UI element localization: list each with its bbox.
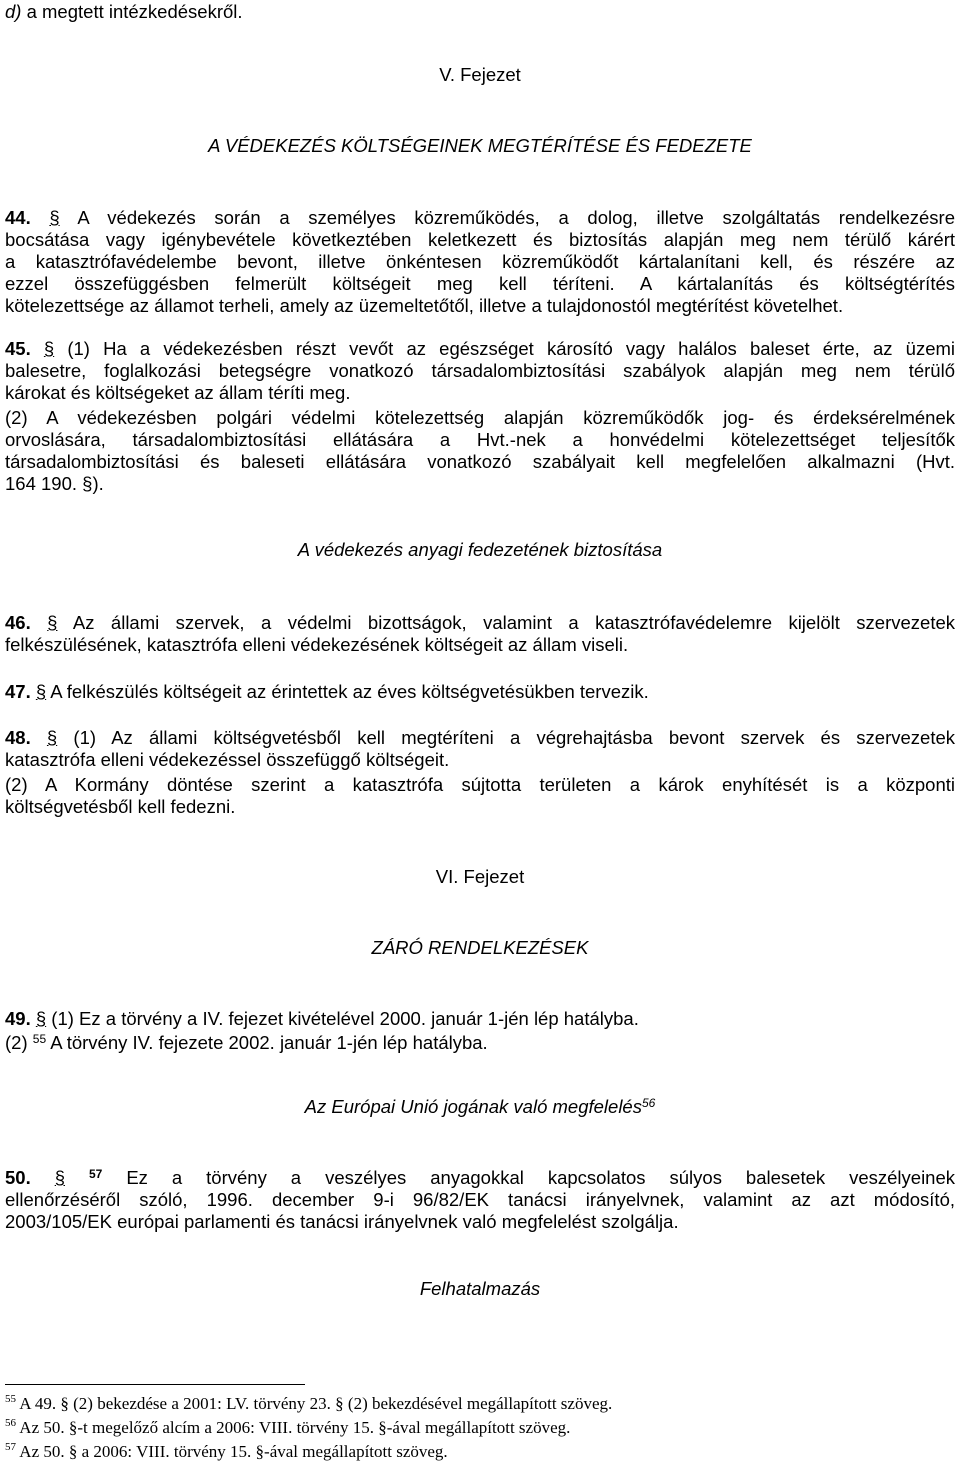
section-sign-link[interactable]: § — [49, 207, 60, 228]
section-number: 44. — [5, 207, 31, 228]
chapter-number: V. Fejezet — [439, 64, 521, 85]
item-text: a megtett intézkedésekről. — [21, 1, 243, 22]
section-48-line-4: költségvetésből kell fedezni. — [5, 796, 236, 817]
item-label: d) — [5, 1, 22, 22]
footnote-57: $^{57}$ Az 50. § a 2006: VIII. törvény 15. §-ával megállapított szöveg. — [5, 1441, 448, 1461]
section-44-line-4: ezzel összefüggésben felmerült költségeit meg kell téríteni. A kártalanítás és költségtérítés — [5, 273, 955, 294]
footnote-56: $^{56}$ Az 50. §-t megelőző alcím a 2006: VIII. törvény 15. §-ával megállapított szöveg. — [5, 1417, 571, 1437]
section-number: 49. — [5, 1008, 31, 1029]
section-45-line-2: balesetre, foglalkozási betegségre vonatkozó társadalombiztosítási szabályok alapján meg nem térülő — [5, 360, 955, 381]
footnote-ref-55[interactable]: 55 — [32, 1032, 47, 1046]
section-sign-link[interactable]: § — [46, 727, 58, 748]
section-number: 46. — [5, 612, 31, 633]
section-45-line-3: károkat és költségeket az állam téríti meg. — [5, 382, 351, 403]
section-50-line-2: ellenőrzéséről szóló, 1996. december 9-i 96/82/EK tanácsi irányelvnek, valamint az azt módosító, — [5, 1189, 955, 1210]
section-46-line-2: felkészülésének, katasztrófa elleni védekezésének költségeit az állam viseli. — [5, 634, 629, 655]
section-sign-link[interactable]: § — [54, 1167, 65, 1188]
chapter-number: VI. Fejezet — [435, 866, 525, 887]
section-number: 45. — [5, 338, 31, 359]
footnote-separator — [5, 1384, 305, 1385]
subheading-funding: A védekezés anyagi fedezetének biztosítása — [297, 539, 663, 560]
section-45-line-6: társadalombiztosítási és baleseti ellátására vonatkozó szabályait kell megfelelően alkalmazni (Hvt. — [5, 451, 955, 472]
section-44-line-2: bocsátása vagy igénybevétele következtében keletkezett és biztosítás alapján meg nem térülő kárért — [5, 229, 955, 250]
list-item-d — [5, 1, 243, 23]
chapter-title: ZÁRÓ RENDELKEZÉSEK — [371, 937, 589, 958]
subheading-authorization: Felhatalmazás — [419, 1278, 541, 1299]
section-49-line-1: 49. § (1) Ez a törvény a IV. fejezet kivételével 2000. január 1-jén lép hatályba. — [5, 1008, 639, 1029]
section-48-line-2: katasztrófa elleni védekezéssel összefüggő költségeit. — [5, 749, 450, 770]
section-49-line-2: (2) $^{55}$ A törvény IV. fejezete 2002. január 1-jén lép hatályba. — [5, 1032, 488, 1053]
section-number: 47. — [5, 681, 31, 702]
section-44-line-1: 44. § A védekezés során a személyes közreműködés, a dolog, illetve szolgáltatás rendelkezésre — [5, 207, 955, 228]
section-sign-link[interactable]: § — [47, 612, 58, 633]
section-44-line-3: a katasztrófavédelembe bevont, illetve önkéntesen közreműködőt kártalanítani kell, és részére az — [5, 251, 955, 272]
section-45-line-7: 164 190. §). — [5, 473, 104, 494]
subheading-eu: Az Európai Unió jogának való megfelelés$^{56}$ — [304, 1096, 656, 1117]
section-sign-link[interactable]: § — [35, 1008, 47, 1029]
footnote-55: $^{55}$ A 49. § (2) bekezdése a 2001: LV. törvény 23. § (2) bekezdésével megállapított szöveg. — [5, 1393, 613, 1413]
section-50-line-3: 2003/105/EK európai parlamenti és tanácsi irányelvnek való megfelelést szolgálja. — [5, 1211, 679, 1232]
chapter-title: A VÉDEKEZÉS KÖLTSÉGEINEK MEGTÉRÍTÉSE ÉS FEDEZETE — [208, 135, 752, 156]
section-sign-link[interactable]: § — [35, 681, 47, 702]
section-47: 47. § A felkészülés költségeit az érintettek az éves költségvetésükben tervezik. — [5, 681, 649, 702]
section-45-line-5: orvoslására, társadalombiztosítási ellátására a Hvt.-nek a honvédelmi kötelezettséget teljesítők — [5, 429, 955, 450]
section-48-line-3: (2) A Kormány döntése szerint a katasztrófa sújtotta területen a károk enyhítését is a központi — [5, 774, 955, 795]
section-44-line-5: kötelezettsége az államot terheli, amely az üzemeltetőtől, illetve a tulajdonostól megtérítést követelhet. — [5, 295, 844, 316]
section-46-line-1: 46. § Az állami szervek, a védelmi bizottságok, valamint a katasztrófavédelemre kijelölt szervezetek — [5, 612, 956, 633]
section-45-line-4: (2) A védekezésben polgári védelmi kötelezettség alapján közreműködők jog- és érdeksérelmének — [5, 407, 955, 428]
section-number: 48. — [5, 727, 31, 748]
footnote-ref-56[interactable]: 56 — [641, 1096, 656, 1110]
section-48-line-1: 48. § (1) Az állami költségvetésből kell megtéríteni a végrehajtásba bevont szervek és szervezetek — [5, 727, 955, 748]
section-sign-link[interactable]: § — [43, 338, 55, 359]
section-50-line-1: 50. § $^{57}$ Ez a törvény a veszélyes anyagokkal kapcsolatos súlyos balesetek veszélyeinek — [5, 1167, 956, 1188]
footnote-ref-57[interactable]: 57 — [88, 1167, 103, 1181]
section-45-line-1: 45. § (1) Ha a védekezésben részt vevőt az egészséget károsító vagy halálos baleset érte, az üzemi — [5, 338, 956, 359]
section-number: 50. — [5, 1167, 31, 1188]
